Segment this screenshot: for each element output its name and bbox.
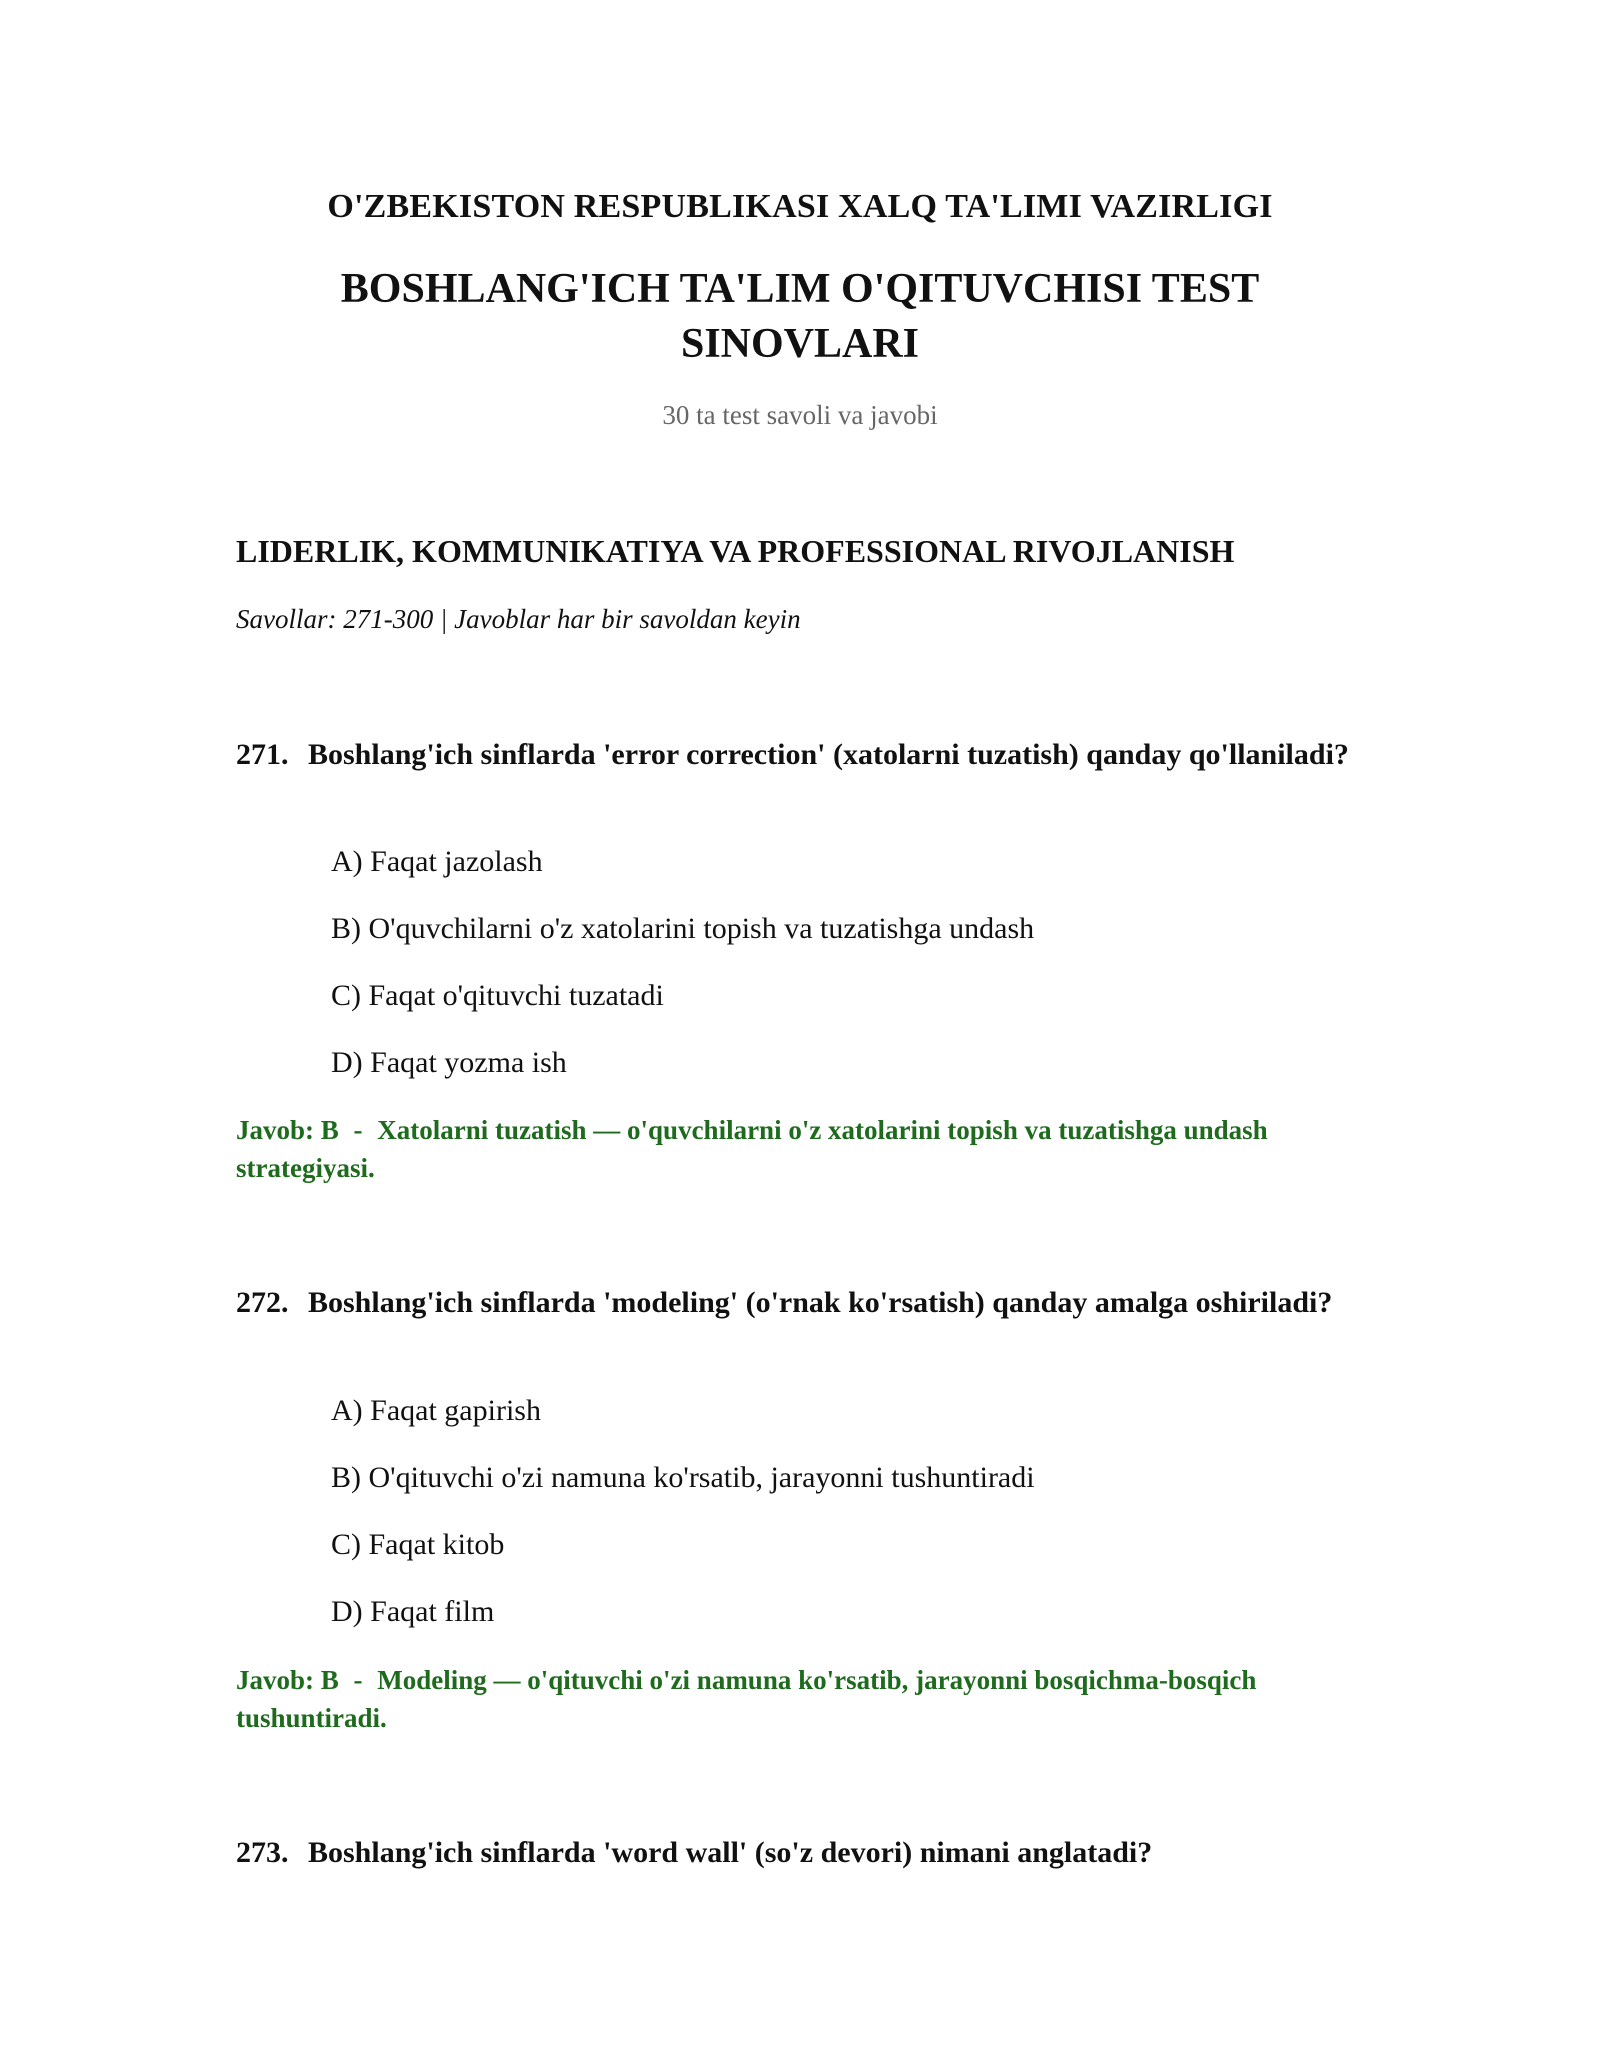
section-note: Savollar: 271-300 | Javoblar har bir savoldan keyin	[236, 604, 801, 634]
options-list-271	[331, 842, 1034, 1110]
answer-272	[236, 1661, 1366, 1737]
question-number: 273.	[236, 1836, 289, 1869]
answer-separator: -	[353, 1665, 363, 1695]
option-d: D) Faqat film	[331, 1595, 495, 1628]
option-a: A) Faqat jazolash	[331, 845, 543, 878]
question-text: Boshlang'ich sinflarda 'error correction' (xatolarni tuzatish) qanday qo'llaniladi?	[308, 738, 1349, 771]
option-c: C) Faqat o'qituvchi tuzatadi	[331, 979, 664, 1012]
option-c: C) Faqat kitob	[331, 1528, 505, 1561]
document-subtitle: 30 ta test savoli va javobi	[662, 400, 938, 430]
question-number: 272.	[236, 1286, 289, 1319]
option-d: D) Faqat yozma ish	[331, 1046, 567, 1079]
answer-letter: B	[320, 1665, 339, 1695]
answer-label: Javob:	[236, 1115, 315, 1145]
question-273	[236, 1833, 1366, 1873]
question-271	[236, 735, 1366, 775]
answer-text: Xatolarni tuzatish — o'quvchilarni o'z xatolarini topish va tuzatishga undash strategiyasi.	[236, 1115, 1268, 1183]
section-heading: LIDERLIK, KOMMUNIKATIYA VA PROFESSIONAL RIVOJLANISH	[236, 533, 1235, 569]
answer-letter: B	[320, 1115, 339, 1145]
option-b: B) O'qituvchi o'zi namuna ko'rsatib, jarayonni tushuntiradi	[331, 1461, 1035, 1494]
question-number: 271.	[236, 738, 289, 771]
answer-label: Javob:	[236, 1665, 315, 1695]
answer-text: Modeling — o'qituvchi o'zi namuna ko'rsatib, jarayonni bosqichma-bosqich tushuntiradi.	[236, 1665, 1257, 1733]
question-272	[236, 1283, 1366, 1323]
options-list-272	[331, 1391, 1035, 1659]
question-text: Boshlang'ich sinflarda 'modeling' (o'rnak ko'rsatish) qanday amalga oshiriladi?	[308, 1286, 1333, 1319]
ministry-name: O'ZBEKISTON RESPUBLIKASI XALQ TA'LIMI VAZIRLIGI	[327, 188, 1273, 225]
document-title: BOSHLANG'ICH TA'LIM O'QITUVCHISI TEST SINOVLARI	[340, 266, 1260, 367]
question-text: Boshlang'ich sinflarda 'word wall' (so'z devori) nimani anglatadi?	[308, 1836, 1153, 1869]
answer-271	[236, 1111, 1366, 1187]
option-a: A) Faqat gapirish	[331, 1394, 541, 1427]
option-b: B) O'quvchilarni o'z xatolarini topish va tuzatishga undash	[331, 912, 1035, 945]
answer-separator: -	[353, 1115, 363, 1145]
